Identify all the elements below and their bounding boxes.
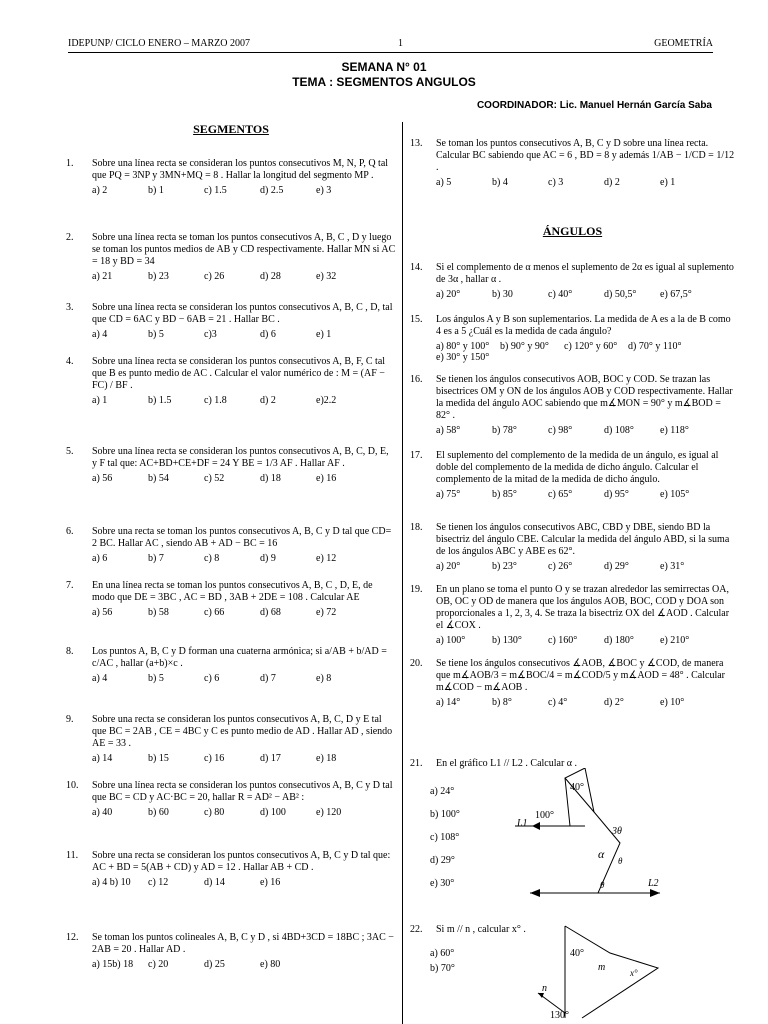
option: a) 14°: [436, 697, 461, 708]
question-item: [66, 232, 396, 282]
question-number: 6.: [66, 526, 74, 537]
option: c) 66: [204, 607, 225, 618]
question-text: Sobre una línea recta se consideran los puntos consecutivos M, N, P, Q tal que PQ = 3NP y 3MN+MQ = 8 . Hallar la longitud del segmento MP .: [92, 158, 389, 181]
option: e) 31°: [660, 561, 685, 572]
option: a) 6: [92, 553, 108, 564]
parallel-lines-figure-2: [530, 918, 670, 1022]
option: e) 120: [316, 807, 342, 818]
option: e) 105°: [660, 489, 690, 500]
question-item: [410, 584, 735, 646]
option: a) 75°: [436, 489, 461, 500]
option: d) 14: [204, 877, 225, 888]
question-number: 13.: [410, 138, 423, 149]
line-label: m: [598, 962, 606, 973]
question-item: [66, 932, 396, 970]
question-item: [66, 780, 396, 818]
question-text: Se tienen los ángulos consecutivos ABC, CBD y DBE, siendo BD la bisectriz del ángulo CBE. Calcular la medida del ángulo ABD, si la suma de los ángulos ABC y ABE es 62°.: [436, 522, 730, 557]
option: e) 8: [316, 673, 332, 684]
option: a) 4: [92, 329, 108, 340]
option: b) 85°: [492, 489, 517, 500]
question-13: [410, 138, 735, 188]
arrow-icon: [530, 889, 540, 897]
options: [92, 329, 396, 340]
option: c) 4°: [548, 697, 568, 708]
option: b) 4: [492, 177, 508, 188]
line-label: n: [542, 983, 547, 994]
option: a) 2: [92, 185, 108, 196]
option: e) 1: [316, 329, 332, 340]
option: e) 72: [316, 607, 337, 618]
options: [436, 489, 735, 500]
option: d) 108°: [604, 425, 634, 436]
option: d) 18: [260, 473, 281, 484]
option: c) 6: [204, 673, 220, 684]
option: d) 68: [260, 607, 281, 618]
question-item: [410, 658, 735, 708]
option: b) 60: [148, 807, 169, 818]
option: a) 1: [92, 395, 108, 406]
angle-label: 40°: [570, 948, 584, 959]
option: a) 20°: [436, 561, 461, 572]
question-number: 10.: [66, 780, 79, 791]
option: e) 10°: [660, 697, 685, 708]
section-angulos: ÁNGULOS: [542, 224, 603, 238]
page-header: [68, 38, 713, 53]
question-text: Se toman los puntos colineales A, B, C y D , si 4BD+3CD = 18BC ; 3AC − 2AB = 20 . Hallar AD .: [92, 932, 394, 955]
option: d) 95°: [604, 489, 629, 500]
angle-label: x°: [630, 968, 638, 978]
arrow-icon: [532, 822, 540, 830]
option: b) 7: [148, 553, 164, 564]
option: e) 18: [316, 753, 337, 764]
options: [92, 877, 396, 888]
option: e) 1: [660, 177, 676, 188]
coordinator: COORDINADOR: Lic. Manuel Hernán García Saba: [476, 100, 712, 111]
option: a) 40: [92, 807, 113, 818]
question-number: 14.: [410, 262, 423, 273]
option: b) 1: [148, 185, 164, 196]
question-number: 18.: [410, 522, 423, 533]
option: a) 100°: [436, 635, 466, 646]
option: d) 28: [260, 271, 281, 282]
option: b) 15: [148, 753, 169, 764]
question-number: 15.: [410, 314, 423, 325]
question-number: 4.: [66, 356, 74, 367]
arrow-icon: [650, 889, 660, 897]
question-number: 7.: [66, 580, 74, 591]
option: a) 80° y 100°: [436, 341, 490, 352]
option: d) 2: [260, 395, 276, 406]
question-text: Si el complemento de α menos el suplemento de 2α es igual al suplemento de 3α , hallar α .: [436, 262, 734, 285]
option: e)2.2: [316, 395, 337, 406]
question-number: 3.: [66, 302, 74, 313]
question-number: 19.: [410, 584, 423, 595]
option: d) 29°: [604, 561, 629, 572]
question-item: [410, 262, 735, 300]
question-item: [66, 850, 396, 888]
option: d) 70° y 110°: [628, 341, 682, 352]
question-text: Sobre una línea recta se consideran los puntos consecutivos A, B, C, D, E, y F tal que: AC+BD+CE+DF = 24 Y BE = 1/3 AF . Hallar AF .: [92, 446, 389, 469]
option: a) 24°: [430, 786, 455, 797]
question-text: Los ángulos A y B son suplementarios. La medida de A es a la de B como 4 es a 5 ¿Cuál es la medida de cada ángulo?: [436, 314, 731, 337]
question-text: Sobre una recta se toman los puntos consecutivos A, B, C y D tal que CD= 2 BC. Hallar AC , siendo AB + AD − BC = 16: [92, 526, 392, 549]
options: [436, 341, 735, 363]
options: [436, 289, 735, 300]
options: [92, 673, 396, 684]
options: [92, 271, 396, 282]
options: [92, 807, 396, 818]
option: e) 3: [316, 185, 332, 196]
question-number: 12.: [66, 932, 79, 943]
question-item: [66, 356, 396, 406]
option: e) 32: [316, 271, 337, 282]
option: d) 2°: [604, 697, 624, 708]
option: b) 130°: [492, 635, 522, 646]
option: a) 20°: [436, 289, 461, 300]
option: a) 56: [92, 607, 113, 618]
options: [436, 177, 735, 188]
question-number: 9.: [66, 714, 74, 725]
options: [92, 607, 396, 618]
question-number: 16.: [410, 374, 423, 385]
line-label: L1: [517, 818, 528, 829]
option: e) 67,5°: [660, 289, 692, 300]
question-item: [66, 646, 396, 684]
question-text: En un plano se toma el punto O y se trazan alrededor las semirrectas OA, OB, OC y OD de manera que los ángulos AOB, BOC, COD y DOA son proporcionales a 1, 2, 3, 4. Se traza la bisectriz OX del ∡AOD . Calcular el ∡COX .: [436, 584, 730, 631]
option: c)3: [204, 329, 217, 340]
polygon-path: [565, 926, 658, 1018]
option: e) 80: [260, 959, 281, 970]
option: c) 52: [204, 473, 225, 484]
question-number: 11.: [66, 850, 79, 861]
question-text: Se toman los puntos consecutivos A, B, C y D sobre una línea recta. Calcular BC sabiendo que AC = 6 , BD = 8 y además 1/AB − 1/CD = 1/12 .: [436, 138, 735, 173]
question-item: [410, 450, 735, 500]
option: b) 23°: [492, 561, 517, 572]
left-column: [66, 122, 396, 137]
option: a) 5: [436, 177, 452, 188]
topic-title: TEMA : SEGMENTOS ANGULOS: [292, 75, 476, 89]
question-item: [66, 446, 396, 484]
option: d) 25: [204, 959, 225, 970]
question-text: Sobre una línea recta se consideran los puntos consecutivos A, B, C y D tal que BC = CD y AC·BC = 20, hallar R = AD² − AB² :: [92, 780, 393, 803]
question-text: Sobre una línea recta se consideran los puntos consecutivos A, B, F, C tal que B es punto medio de AC . Calcular el valor numérico de : M = (AF − FC) / BF .: [92, 356, 386, 391]
section-angulos-wrap: [410, 224, 735, 239]
options: [436, 697, 735, 708]
option: e) 118°: [660, 425, 689, 436]
question-text: Sobre una línea recta se consideran los puntos consecutivos A, B, C , D, tal que CD = 6AC y BD − 6AB = 21 . Hallar BC .: [92, 302, 393, 325]
option: e) 30° y 150°: [436, 352, 490, 363]
option: c) 3: [548, 177, 564, 188]
question-number: 21.: [410, 758, 423, 769]
question-number: 22.: [410, 924, 423, 935]
option: a) 58°: [436, 425, 461, 436]
option: d) 6: [260, 329, 276, 340]
option: c) 16: [204, 753, 225, 764]
header-page-number: 1: [398, 38, 403, 49]
option: a) 4 b) 10: [92, 877, 131, 888]
question-item: [66, 526, 396, 564]
options: [92, 553, 396, 564]
question-number: 5.: [66, 446, 74, 457]
option: c) 120° y 60°: [564, 341, 618, 352]
options: [436, 635, 735, 646]
question-text: Los puntos A, B, C y D forman una cuaterna armónica; si a/AB + b/AD = c/AC , hallar (a+b)×c .: [92, 646, 387, 669]
angle-label: 3θ: [612, 826, 622, 837]
option: e) 12: [316, 553, 337, 564]
question-item: [66, 580, 396, 618]
option: b) 90° y 90°: [500, 341, 549, 352]
options: [92, 959, 396, 970]
option: c) 40°: [548, 289, 573, 300]
option: a) 14: [92, 753, 113, 764]
options: [92, 473, 396, 484]
question-number: 8.: [66, 646, 74, 657]
question-text: El suplemento del complemento de la medida de un ángulo, es igual al doble del complemento de la medida de dicho ángulo. Calcular el complemento de la mitad de la medida de dicho ángulo.: [436, 450, 719, 485]
week-title: SEMANA N° 01: [341, 60, 427, 74]
option: c) 1.8: [204, 395, 227, 406]
option: d) 180°: [604, 635, 634, 646]
option: d) 9: [260, 553, 276, 564]
angle-label: 100°: [535, 810, 554, 821]
option: c) 1.5: [204, 185, 227, 196]
question-item: [66, 714, 396, 764]
question-number: 2.: [66, 232, 74, 243]
option: c) 26: [204, 271, 225, 282]
question-item: [410, 314, 735, 363]
header-subject: GEOMETRÍA: [654, 38, 713, 49]
question-text: Sobre una recta se consideran los puntos consecutivos A, B, C y D tal que: AC + BD = 5(AB + CD) y AD = 12 . Hallar AB + CD .: [92, 850, 391, 873]
option: b) 70°: [430, 963, 455, 974]
option: a) 60°: [430, 948, 455, 959]
options: [92, 753, 396, 764]
question-text: Si m // n , calcular x° .: [436, 924, 526, 935]
angle-label: 40°: [570, 782, 584, 793]
column-divider: [402, 122, 403, 1024]
option: c) 8: [204, 553, 220, 564]
option: e) 16: [316, 473, 337, 484]
angle-label: α: [598, 847, 605, 861]
option: e) 16: [260, 877, 281, 888]
option: d) 2: [604, 177, 620, 188]
angle-label: 130°: [550, 1010, 569, 1021]
option: a) 15b) 18: [92, 959, 134, 970]
option: b) 54: [148, 473, 169, 484]
option: a) 56: [92, 473, 113, 484]
question-item: [66, 158, 396, 196]
option: e) 210°: [660, 635, 690, 646]
option: d) 50,5°: [604, 289, 637, 300]
option: b) 23: [148, 271, 169, 282]
line-label: L2: [648, 878, 659, 889]
option: d) 17: [260, 753, 281, 764]
option: a) 21: [92, 271, 113, 282]
question-text: En el gráfico L1 // L2 . Calcular α .: [436, 758, 578, 769]
options: [436, 425, 735, 436]
question-item: [66, 302, 396, 340]
header-course: IDEPUNP/ CICLO ENERO – MARZO 2007: [68, 38, 250, 49]
option: c) 20: [148, 959, 169, 970]
angle-label: θ: [600, 880, 605, 890]
option: b) 100°: [430, 809, 460, 820]
question-text: Sobre una línea recta se toman los puntos consecutivos A, B, C , D y luego se toman los puntos medios de AB y CD respectivamente. Hallar MN si AC = 18 y BD = 34: [92, 232, 396, 267]
question-number: 1.: [66, 158, 74, 169]
question-item: [410, 374, 735, 436]
options: [92, 395, 396, 406]
question-item: [410, 522, 735, 572]
options: [92, 185, 396, 196]
parallel-lines-figure: [510, 768, 665, 903]
option: c) 160°: [548, 635, 578, 646]
option: c) 26°: [548, 561, 573, 572]
option: c) 80: [204, 807, 225, 818]
question-number: 20.: [410, 658, 423, 669]
option: b) 30: [492, 289, 513, 300]
option: b) 1.5: [148, 395, 172, 406]
option: b) 78°: [492, 425, 517, 436]
option: c) 98°: [548, 425, 573, 436]
options: [436, 561, 735, 572]
option: c) 12: [148, 877, 169, 888]
option: d) 7: [260, 673, 276, 684]
angle-label: θ: [618, 856, 623, 866]
question-text: Sobre una recta se consideran los puntos consecutivos A, B, C, D y E tal que BC = 2AB , CE = 4BC y C es punto medio de AD . Hallar AD , siendo AE = 33 .: [92, 714, 393, 749]
option: d) 100: [260, 807, 286, 818]
question-text: Se tiene los ángulos consecutivos ∡AOB, ∡BOC y ∡COD, de manera que m∡AOB/3 = m∡BOC/4 = m∡COD/5 y m∡AOD = 48° . Calcular m∡COD − m∡AOB .: [436, 658, 725, 693]
question-text: En una línea recta se toman los puntos consecutivos A, B, C , D, E, de modo que DE = 3BC , AC = BD , 3AB + 2DE = 108 . Calcular AE: [92, 580, 373, 603]
option: b) 5: [148, 673, 164, 684]
option: b) 8°: [492, 697, 512, 708]
option: c) 108°: [430, 832, 460, 843]
section-segmentos: SEGMENTOS: [193, 122, 269, 136]
option: a) 4: [92, 673, 108, 684]
option: e) 30°: [430, 878, 455, 889]
option: b) 5: [148, 329, 164, 340]
option: d) 29°: [430, 855, 455, 866]
question-text: Se tienen los ángulos consecutivos AOB, BOC y COD. Se trazan las bisectrices OM y ON de los ángulos AOB y COD respectivamente. Hallar la medida del ángulo AOC sabiendo que m∡MON = 90° y m∡BOD = 82° .: [436, 374, 733, 421]
option: b) 58: [148, 607, 169, 618]
question-number: 17.: [410, 450, 423, 461]
option: c) 65°: [548, 489, 573, 500]
option: d) 2.5: [260, 185, 284, 196]
